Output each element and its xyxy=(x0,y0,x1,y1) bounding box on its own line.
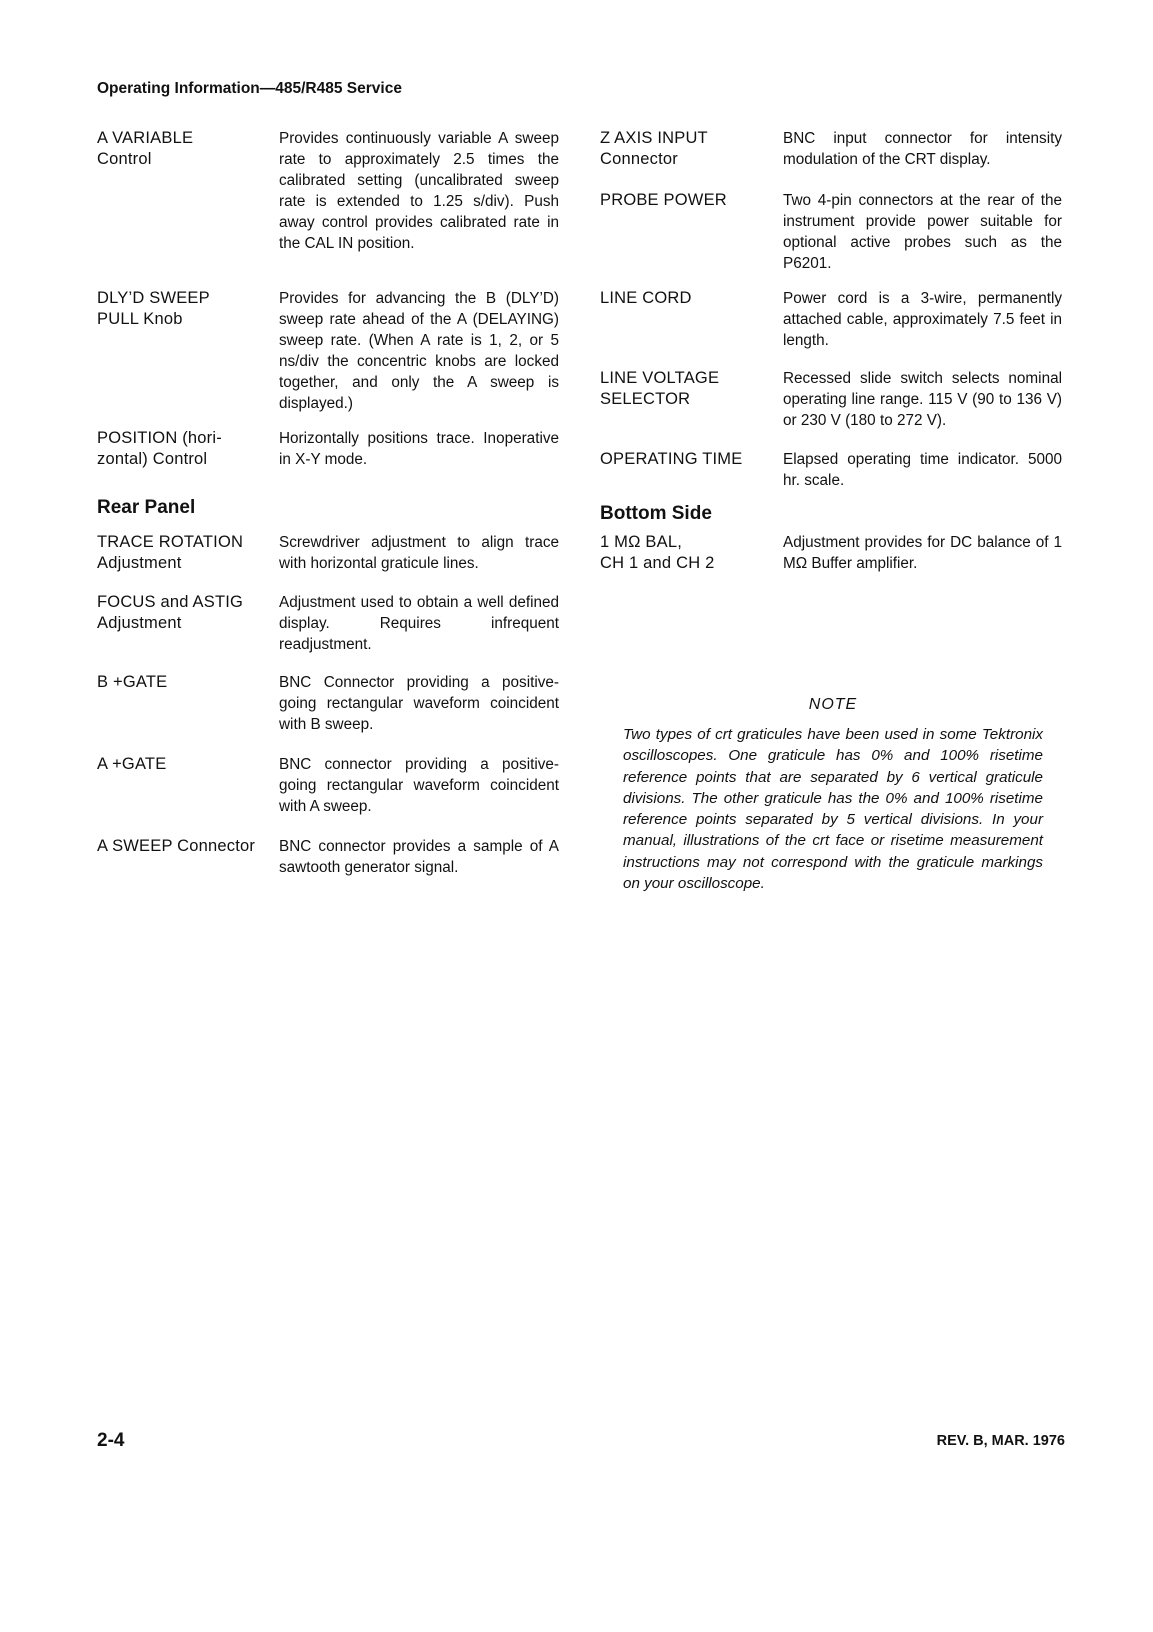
entry-description: Provides for advancing the B (DLY’D) sweep rate ahead of the A (DELAYING) sweep rate. (When A rate is 1, 2, or 5 ns/div the concentric knobs are locked together, and only the A sweep is displayed.) xyxy=(279,290,559,412)
revision-label: REV. B, MAR. 1976 xyxy=(936,1433,1065,1449)
entry-operating-time xyxy=(600,449,1062,502)
entry-a-sweep-connector xyxy=(97,836,559,878)
entry-probe-power xyxy=(600,190,1062,288)
entry-z-axis-input xyxy=(600,128,1062,190)
entry-term: 1 MΩ BAL, CH 1 and CH 2 xyxy=(600,533,715,572)
right-column xyxy=(600,128,1062,574)
entry-term: A VARIABLE Control xyxy=(97,129,194,168)
entry-line-voltage-selector xyxy=(600,368,1062,449)
entry-term: A SWEEP Connector xyxy=(97,837,256,855)
entry-position-horizontal xyxy=(97,428,559,496)
entry-description: Two 4-pin connectors at the rear of the instrument provide power suitable for optional active probes such as the P6201. xyxy=(783,192,1062,272)
entry-a-variable xyxy=(97,128,559,288)
entry-description: Provides continuously variable A sweep rate to approximately 2.5 times the calibrated setting (uncalibrated sweep rate is extended to 1.25 s/div). Push away control provides calibrated rate in the CAL IN position. xyxy=(279,130,559,252)
entry-term: FOCUS and ASTIG Adjustment xyxy=(97,593,244,632)
entry-b-gate xyxy=(97,672,559,754)
entry-term: POSITION (hori- zontal) Control xyxy=(97,429,222,468)
entry-term: TRACE ROTATION Adjustment xyxy=(97,533,244,572)
entry-description: Adjustment used to obtain a well defined display. Requires infrequent readjustment. xyxy=(279,594,559,653)
entry-line-cord xyxy=(600,288,1062,368)
entry-term: LINE CORD xyxy=(600,289,692,307)
entry-term: Z AXIS INPUT Connector xyxy=(600,129,708,168)
note-title: NOTE xyxy=(808,696,858,713)
entry-description: Screwdriver adjustment to align trace with horizontal graticule lines. xyxy=(279,534,559,572)
entry-description: Elapsed operating time indicator. 5000 hr. scale. xyxy=(783,451,1062,489)
entry-description: Recessed slide switch selects nominal operating line range. 115 V (90 to 136 V) or 230 V (180 to 272 V). xyxy=(783,370,1062,429)
entry-description: BNC connector providing a positive-going rectangular waveform coincident with A sweep. xyxy=(279,756,559,815)
rear-panel-heading: Rear Panel xyxy=(97,497,196,518)
entry-description: Adjustment provides for DC balance of 1 MΩ Buffer amplifier. xyxy=(783,534,1062,572)
entry-term: PROBE POWER xyxy=(600,191,727,209)
entry-description: BNC input connector for intensity modulation of the CRT display. xyxy=(783,130,1062,168)
entry-term: B +GATE xyxy=(97,673,168,691)
entry-dlyd-sweep xyxy=(97,288,559,428)
page-header: Operating Information—485/R485 Service xyxy=(97,80,402,97)
entry-trace-rotation xyxy=(97,532,559,592)
page-number: 2-4 xyxy=(97,1430,125,1451)
note-box xyxy=(623,696,1043,894)
entry-description: Horizontally positions trace. Inoperative in X-Y mode. xyxy=(279,430,559,468)
entry-term: A +GATE xyxy=(97,755,167,773)
entry-description: BNC Connector providing a positive-going rectangular waveform coincident with B sweep. xyxy=(279,674,559,733)
entry-focus-astig xyxy=(97,592,559,672)
bottom-side-heading: Bottom Side xyxy=(600,503,712,524)
left-column xyxy=(97,128,559,878)
note-body: Two types of crt graticules have been used in some Tektronix oscilloscopes. One graticule has 0% and 100% risetime reference points that are separated by 6 vertical graticule divisions. The other graticule has the 0% and 100% risetime reference points separated by 5 vertical divisions. In your manual, illustrations of the crt face or risetime measurement instructions may not correspond with the graticule markings on your oscilloscope. xyxy=(623,726,1043,893)
entry-term: OPERATING TIME xyxy=(600,450,743,468)
entry-1mohm-bal xyxy=(600,532,1062,574)
entry-a-gate xyxy=(97,754,559,836)
entry-term: DLY’D SWEEP PULL Knob xyxy=(97,289,210,328)
entry-description: Power cord is a 3-wire, permanently attached cable, approximately 7.5 feet in length. xyxy=(783,290,1062,349)
entry-term: LINE VOLTAGE SELECTOR xyxy=(600,369,720,408)
entry-description: BNC connector provides a sample of A sawtooth generator signal. xyxy=(279,838,559,876)
